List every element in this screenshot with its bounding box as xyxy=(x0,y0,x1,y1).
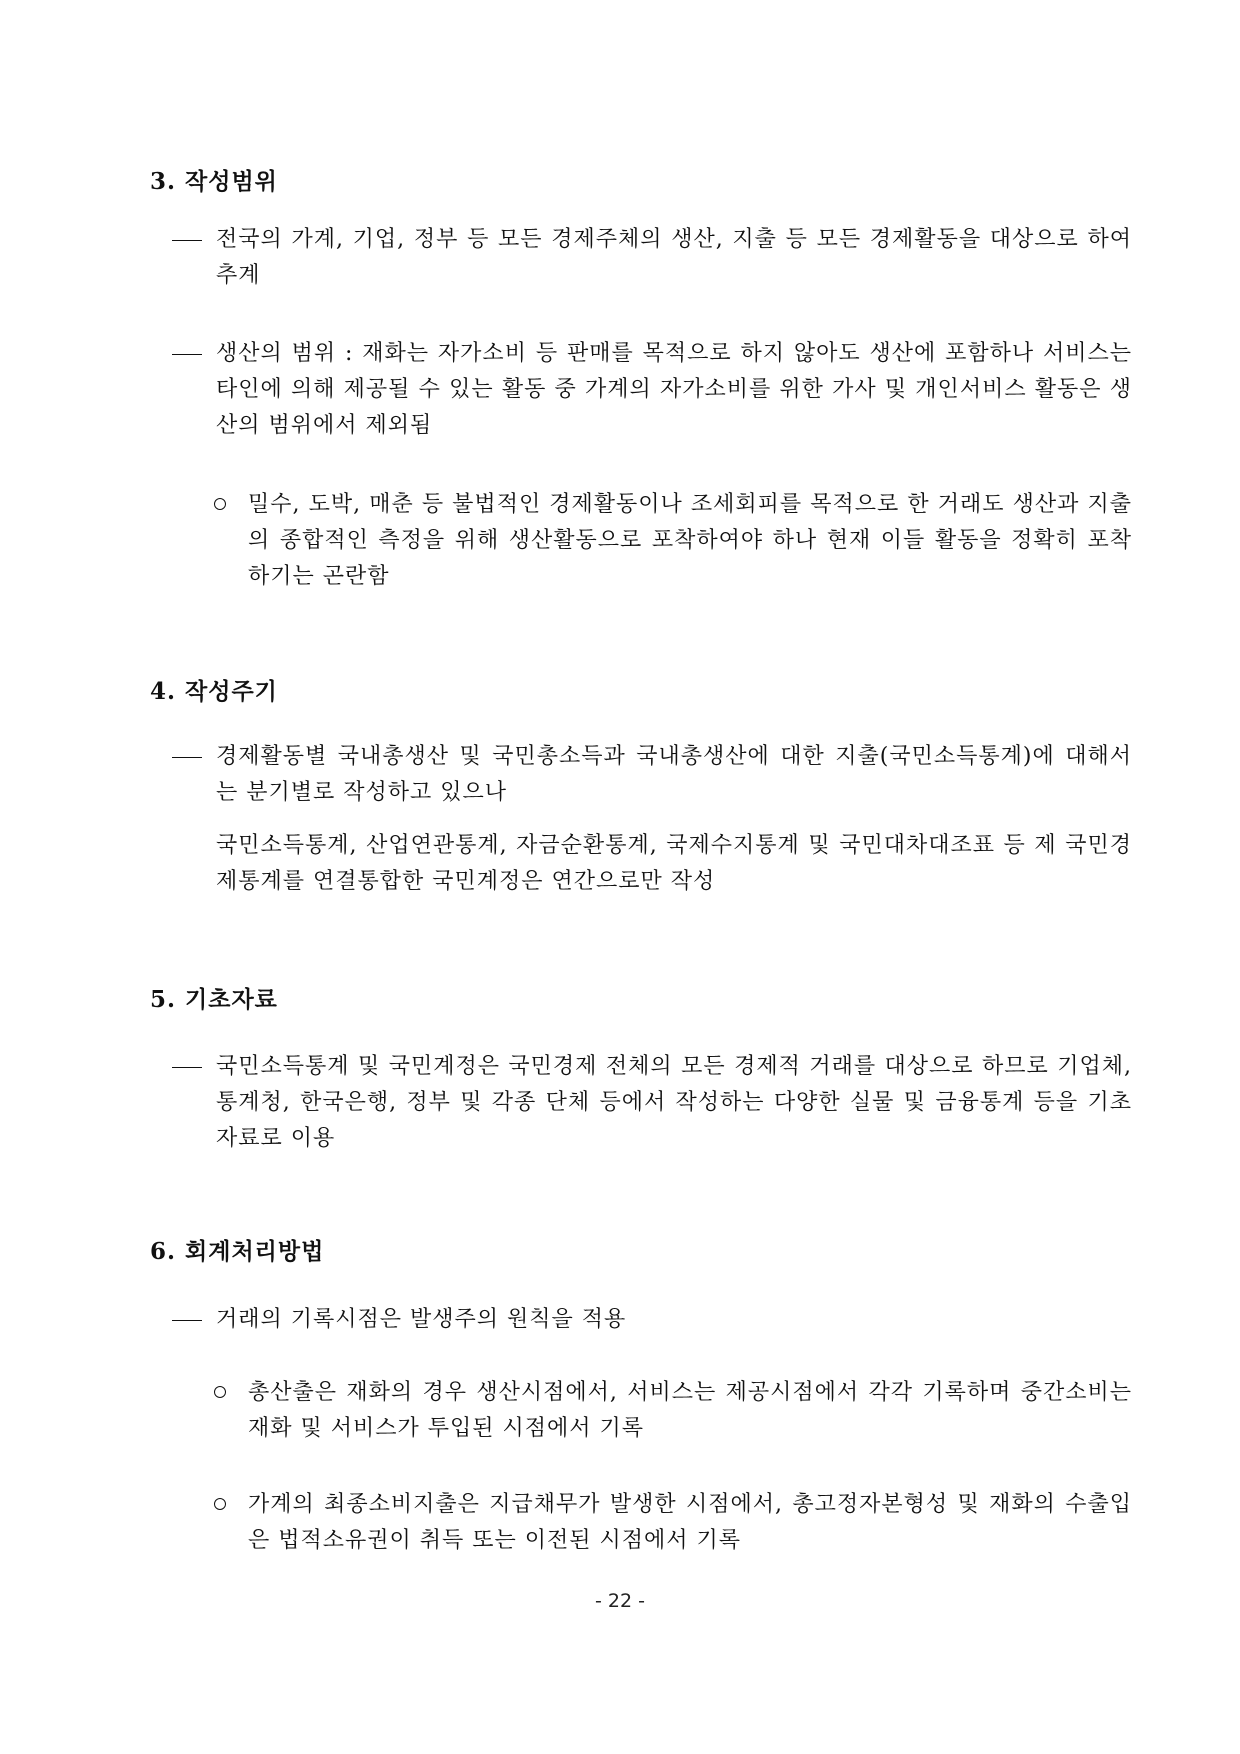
section-6-bullet-1-text: 총산출은 재화의 경우 생산시점에서, 서비스는 제공시점에서 각각 기록하며 중간소비는 재화 및 서비스가 투입된 시점에서 기록 xyxy=(248,1380,1132,1441)
page-number: - 22 - xyxy=(595,1590,645,1612)
section-4-title: 4. 작성주기 xyxy=(150,678,278,705)
section-3-title: 3. 작성범위 xyxy=(150,168,278,195)
section-3-bullet-1-text: 밀수, 도박, 매춘 등 불법적인 경제활동이나 조세회피를 목적으로 한 거래도 생산과 지출의 종합적인 측정을 위해 생산활동으로 포착하여야 하나 현재 이들 활동을 정확히 포착하기는 곤란함 xyxy=(248,492,1132,589)
section-4-item-1-text: 경제활동별 국내총생산 및 국민총소득과 국내총생산에 대한 지출(국민소득통계)에 대해서는 분기별로 작성하고 있으나 xyxy=(216,744,1132,805)
circle-bullet-icon xyxy=(214,498,226,510)
section-5-item-1-text: 국민소득통계 및 국민계정은 국민경제 전체의 모든 경제적 거래를 대상으로 하므로 기업체, 통계청, 한국은행, 정부 및 각종 단체 등에서 작성하는 다양한 실물 및 금융통계 등을 기초자료로 이용 xyxy=(216,1054,1132,1151)
section-3-item-2-text: 생산의 범위 : 재화는 자가소비 등 판매를 목적으로 하지 않아도 생산에 포함하나 서비스는 타인에 의해 제공될 수 있는 활동 중 가계의 자가소비를 위한 가사 및 개인서비스 활동은 생산의 범위에서 제외됨 xyxy=(216,341,1132,438)
section-4-paragraph: 국민소득통계, 산업연관통계, 자금순환통계, 국제수지통계 및 국민대차대조표 등 제 국민경제통계를 연결통합한 국민계정은 연간으로만 작성 xyxy=(216,833,1132,894)
section-3-item-1 xyxy=(172,222,1132,294)
section-6-bullet-2 xyxy=(212,1487,1132,1559)
section-6-title: 6. 회계처리방법 xyxy=(150,1238,325,1265)
section-6-item-1-text: 거래의 기록시점은 발생주의 원칙을 적용 xyxy=(216,1307,627,1332)
section-6-bullet-1 xyxy=(212,1375,1132,1447)
section-6-bullet-2-text: 가계의 최종소비지출은 지급채무가 발생한 시점에서, 총고정자본형성 및 재화의 수출입은 법적소유권이 취득 또는 이전된 시점에서 기록 xyxy=(248,1492,1132,1553)
section-3-item-1-text: 전국의 가계, 기업, 정부 등 모든 경제주체의 생산, 지출 등 모든 경제활동을 대상으로 하여 추계 xyxy=(216,227,1132,288)
section-5-item-1 xyxy=(172,1049,1132,1157)
section-4-item-1 xyxy=(172,739,1132,811)
section-6-item-1 xyxy=(172,1302,1132,1338)
section-5-title: 5. 기초자료 xyxy=(150,986,278,1013)
section-3-bullet-1 xyxy=(212,487,1132,595)
circle-bullet-icon xyxy=(214,1386,226,1398)
circle-bullet-icon xyxy=(214,1498,226,1510)
section-3-item-2 xyxy=(172,336,1132,444)
